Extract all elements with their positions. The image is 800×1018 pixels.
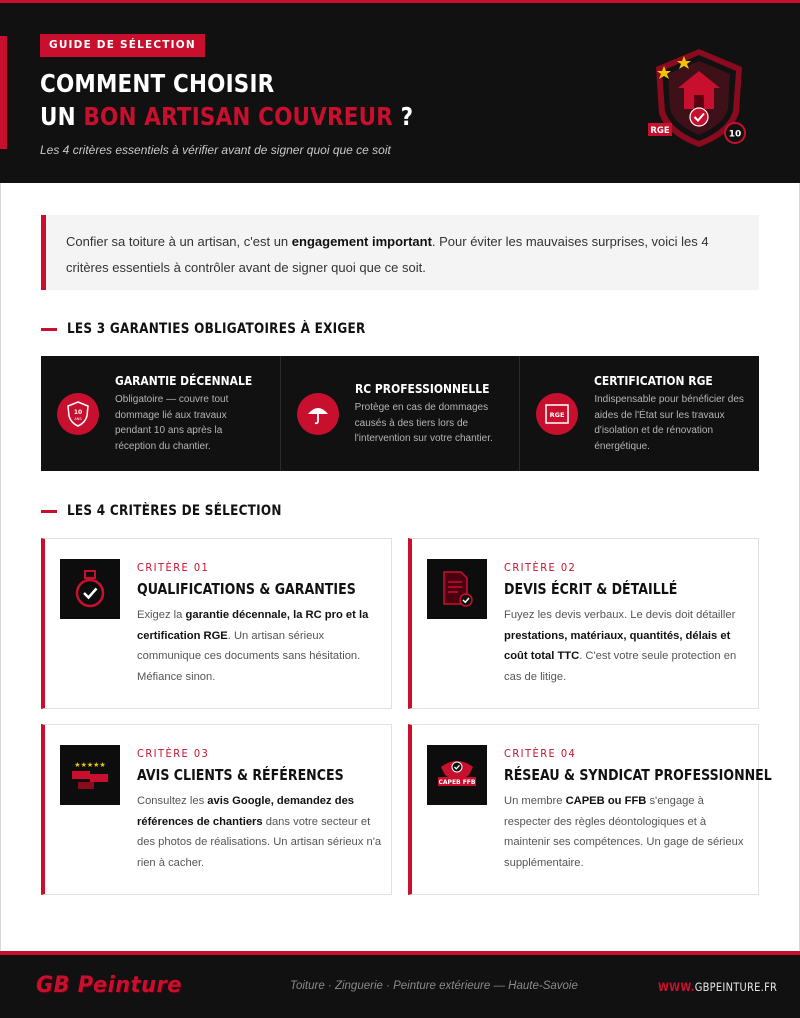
criterion-number: CRITÈRE 03 — [137, 747, 210, 760]
rge-certificate-icon — [536, 393, 578, 435]
guarantees-heading — [41, 319, 414, 339]
guarantee-title: GARANTIE DÉCENNALE — [115, 373, 253, 388]
guide-tag: GUIDE DE SÉLECTION — [40, 34, 205, 57]
criterion-number: CRITÈRE 01 — [137, 561, 210, 574]
intro-callout — [41, 215, 759, 290]
criterion-text-part: . Un artisan sérieux communique ces documents sans hésitation. Méfiance sinon. — [137, 629, 361, 683]
guarantee-decennale — [41, 356, 281, 471]
house-shield-badge-icon — [644, 43, 754, 153]
criterion-text-part: dans votre secteur et des photos de réalisations. Un artisan sérieux n'a rien à cacher. — [137, 815, 382, 869]
guarantee-title: CERTIFICATION RGE — [594, 373, 714, 388]
criteria-heading-text: LES 4 CRITÈRES DE SÉLECTION — [67, 503, 282, 519]
criterion-card-04 — [408, 724, 772, 895]
title-line-2 — [40, 100, 413, 133]
criterion-number: CRITÈRE 04 — [504, 747, 577, 760]
guarantees-panel — [41, 356, 759, 471]
criterion-text-part: Fuyez les devis verbaux. Le devis doit détailler — [504, 609, 736, 621]
url-domain: GBPEINTURE.FR — [694, 980, 778, 994]
criterion-title: QUALIFICATIONS & GARANTIES — [137, 580, 356, 598]
svg-text:RGE: RGE — [650, 126, 670, 136]
criterion-text — [137, 791, 382, 873]
medal-check-icon — [60, 559, 120, 619]
brand-logo[interactable]: GB Peinture — [36, 973, 182, 998]
website-link[interactable] — [658, 980, 777, 994]
svg-text:CAPEB FFB: CAPEB FFB — [438, 779, 476, 786]
guarantee-text: Obligatoire — couvre tout dommage lié aux travaux pendant 10 ans après la réception du chantier. — [115, 394, 229, 452]
svg-text:ANS: ANS — [74, 417, 82, 421]
intro-emphasis: engagement important — [291, 234, 432, 249]
criterion-text — [137, 605, 382, 687]
umbrella-icon — [297, 393, 339, 435]
url-prefix: WWW. — [658, 980, 695, 994]
heading-accent — [41, 510, 57, 513]
criterion-text-part: Consultez les — [137, 795, 208, 807]
criterion-text-bold: CAPEB ou FFB — [565, 795, 647, 807]
guarantee-title: RC PROFESSIONNELLE — [354, 381, 490, 396]
criterion-card-03 — [41, 724, 392, 895]
criterion-text — [504, 605, 749, 687]
intro-text-1: Confier sa toiture à un artisan, c'est un — [66, 234, 292, 249]
criterion-text-part: . C'est votre seule protection en cas de litige. — [504, 650, 737, 683]
document-check-icon — [427, 559, 487, 619]
svg-text:RGE: RGE — [549, 411, 565, 419]
svg-text:10: 10 — [728, 129, 742, 140]
intro-text-2: . Pour éviter les mauvaises surprises, voici les 4 critères essentiels à contrôler avant de signer quoi que ce soit. — [66, 234, 709, 275]
criterion-title: RÉSEAU & SYNDICAT PROFESSIONNEL — [504, 766, 772, 784]
header-banner — [0, 0, 800, 183]
header-accent-bar — [0, 36, 7, 149]
criterion-card-02 — [408, 538, 759, 709]
criterion-text-part: s'engage à respecter des règles déontologiques et à maintenir ses compétences. Un gage de sérieux supplémentaire. — [504, 795, 744, 869]
ten-year-shield-icon — [57, 393, 99, 435]
footer — [0, 951, 800, 1018]
title-suffix: ? — [392, 102, 414, 131]
page-subtitle: Les 4 critères essentiels à vérifier avant de signer quoi que ce soit — [40, 143, 391, 157]
criterion-text-bold: garantie décennale, la RC pro et la certification RGE — [137, 609, 369, 642]
guarantees-heading-text: LES 3 GARANTIES OBLIGATOIRES À EXIGER — [67, 321, 366, 337]
guarantee-text: Indispensable pour bénéficier des aides de l'État sur les travaux d'isolation et de rénovation énergétique. — [594, 394, 744, 452]
criterion-number: CRITÈRE 02 — [504, 561, 577, 574]
svg-text:★★★★★: ★★★★★ — [74, 761, 106, 769]
title-line-1: COMMENT CHOISIR — [40, 69, 275, 98]
criterion-title: DEVIS ÉCRIT & DÉTAILLÉ — [504, 580, 678, 598]
page-title — [40, 67, 413, 133]
criterion-card-01 — [41, 538, 392, 709]
handshake-badge-icon — [427, 745, 487, 805]
title-highlight: BON ARTISAN COUVREUR — [83, 102, 393, 131]
heading-accent — [41, 328, 57, 331]
criterion-text-bold: prestations, matériaux, quantités, délais et coût total TTC — [504, 629, 731, 662]
review-stars-icon — [60, 745, 120, 805]
criterion-title: AVIS CLIENTS & RÉFÉRENCES — [137, 766, 344, 784]
criterion-text-part: Un membre — [504, 795, 566, 807]
title-prefix: UN — [40, 102, 84, 131]
criterion-text — [504, 791, 749, 873]
criteria-heading — [41, 501, 317, 521]
guarantee-text: Protège en cas de dommages causés à des tiers lors de l'intervention sur votre chantier. — [354, 402, 493, 444]
guarantee-rge — [520, 356, 759, 471]
criterion-text-bold: avis Google, demandez des références de chantiers — [137, 795, 355, 828]
criterion-text-part: Exigez la — [137, 609, 186, 621]
footer-tagline: Toiture · Zinguerie · Peinture extérieure — Haute-Savoie — [290, 980, 578, 992]
guarantee-rc-pro — [281, 356, 521, 471]
svg-text:10: 10 — [73, 409, 83, 416]
